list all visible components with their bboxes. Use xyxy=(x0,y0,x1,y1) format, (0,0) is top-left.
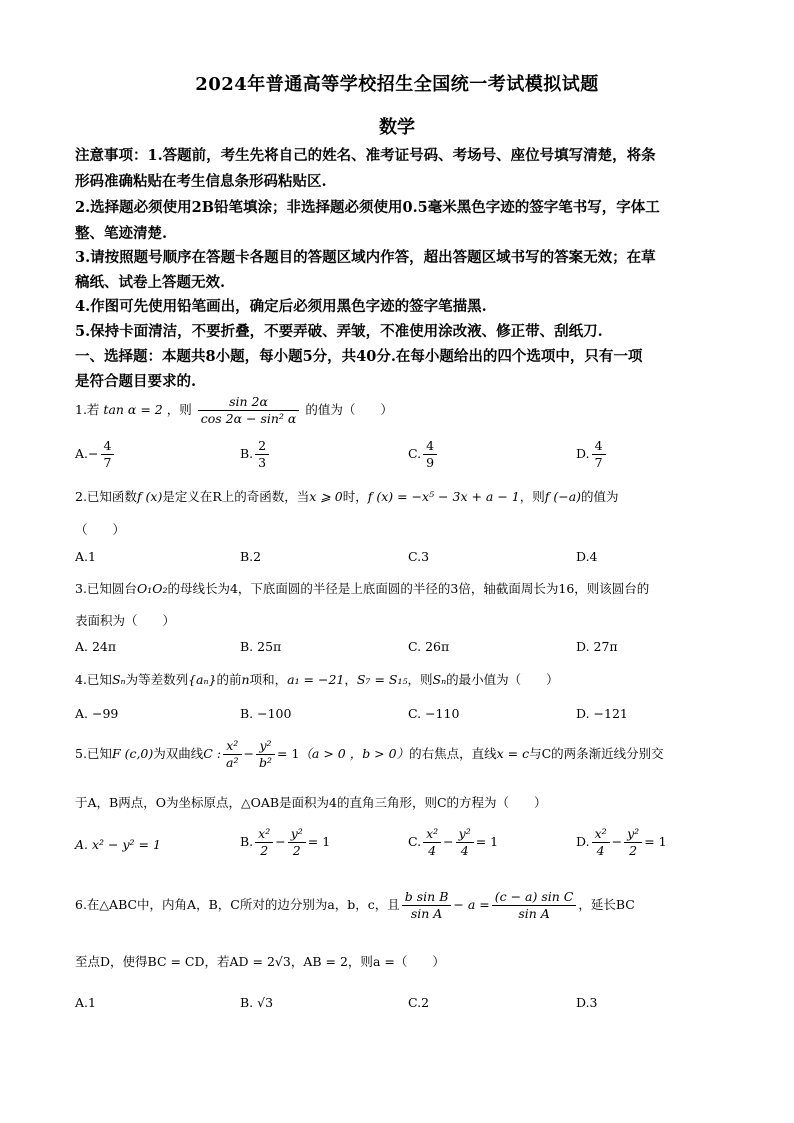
q1-option-c xyxy=(408,438,439,471)
q4-math: a₁ = −21 xyxy=(287,672,345,687)
q1-option-b xyxy=(240,438,271,471)
q6-frac-1 xyxy=(402,889,452,922)
q3-line2: 表面积为（ ） xyxy=(75,613,176,628)
option-label: D. xyxy=(576,446,590,461)
q6-line2: 至点D，使得BC = CD，若AD = 2√3，AB = 2，则a =（ ） xyxy=(75,954,445,969)
q2-text: 的值为 xyxy=(581,489,619,504)
frac-den: 7 xyxy=(594,455,603,470)
option-fraction xyxy=(288,826,306,859)
question-2 xyxy=(75,487,723,507)
q1-frac-den: cos 2α − sin² α xyxy=(200,411,297,426)
frac-den: 4 xyxy=(460,843,469,858)
notice-line: 形码准确粘贴在考生信息条形码粘贴区. xyxy=(75,173,327,190)
frac-den: 2 xyxy=(260,843,269,858)
q5-frac-x xyxy=(223,738,241,771)
frac-den: a² xyxy=(226,755,239,770)
option-fraction xyxy=(456,826,474,859)
subject-title: 数学 xyxy=(379,117,415,138)
q4-option-b: B. −100 xyxy=(240,706,292,721)
q2-text: 2.已知函数 xyxy=(75,489,137,504)
frac-den: 2 xyxy=(629,843,638,858)
q4-text: 的最小值为（ ） xyxy=(446,672,559,687)
notice-line: 3.请按照题号顺序在答题卡各题目的答题区域内作答，超出答题区域书写的答案无效；在草 xyxy=(75,249,656,266)
frac-num: y² xyxy=(624,826,642,843)
q3-text: 的母线长为4，下底面圆的半径是上底面圆的半径的3倍，轴截面周长为16，则该圆台的 xyxy=(167,581,650,596)
q6-option-b: B. √3 xyxy=(240,995,274,1010)
q3-option-c: C. 26π xyxy=(408,639,450,654)
q6-text: 6.在△ABC中，内角A，B，C所对的边分别为a，b，c，且 xyxy=(75,897,400,912)
q5-math: F (c,0) xyxy=(111,746,154,761)
q4-option-c: C. −110 xyxy=(408,706,460,721)
q4-text: ， xyxy=(344,672,357,687)
option-fraction xyxy=(423,826,441,859)
q5-line2: 于A，B两点，O为坐标原点，△OAB是面积为4的直角三角形，则C的方程为（ ） xyxy=(75,795,547,810)
q4-text: ，则 xyxy=(407,672,433,687)
q2-text: ，则 xyxy=(519,489,545,504)
q1-suffix: 的值为（ ） xyxy=(305,402,393,417)
q6-option-c: C.2 xyxy=(408,995,430,1010)
frac-num: y² xyxy=(456,826,474,843)
section-heading: 一、选择题：本题共8小题，每小题5分，共40分.在每小题给出的四个选项中，只有一项 xyxy=(75,348,643,365)
option-label: D. xyxy=(576,834,590,849)
q2-option-c: C.3 xyxy=(408,549,430,564)
frac-den: 9 xyxy=(426,455,435,470)
q5-text: 5.已知 xyxy=(75,746,112,761)
q5-option-d: D. $\frac{\text{x²}}{4}$ − $\frac{\text{y²}}{2}$ = 1 xyxy=(576,826,667,858)
q4-text: 为等差数列 xyxy=(125,672,189,687)
option-sign: − xyxy=(88,446,99,461)
q1-prefix: 1.若 xyxy=(75,402,100,417)
frac-num: y² xyxy=(256,738,275,755)
frac-num: b sin B xyxy=(402,889,452,906)
page-title: 2024年普通高等学校招生全国统一考试模拟试题 xyxy=(195,74,599,95)
option-fraction xyxy=(624,826,642,859)
q2-option-d: D.4 xyxy=(576,549,598,564)
frac-den: 3 xyxy=(258,455,267,470)
q4-math: {aₙ} xyxy=(188,672,217,687)
option-fraction xyxy=(255,438,269,471)
option-fraction xyxy=(592,438,606,471)
q5-math: x = c xyxy=(496,746,530,761)
frac-den: sin A xyxy=(410,906,443,921)
q5-frac-y xyxy=(256,738,275,771)
option-fraction xyxy=(101,438,115,471)
notice-line: 4.作图可先使用铅笔画出，确定后必须用黑色字迹的签字笔描黑. xyxy=(75,298,487,315)
q5-math: （a > 0 ，b > 0） xyxy=(299,746,410,761)
q3-option-d: D. 27π xyxy=(576,639,618,654)
q5-text: 的右焦点，直线 xyxy=(409,746,497,761)
frac-num: 4 xyxy=(101,438,115,455)
notice-line: 注意事项：1.答题前，考生先将自己的姓名、准考证号码、考场号、座位号填写清楚，将条 xyxy=(75,147,656,164)
q4-math: n xyxy=(241,672,250,687)
q2-option-b: B.2 xyxy=(240,549,262,564)
frac-num: x² xyxy=(255,826,273,843)
option-fraction xyxy=(255,826,273,859)
q3-text: 3.已知圆台 xyxy=(75,581,137,596)
q2-math: f (x) = −x⁵ − 3x + a − 1 xyxy=(367,489,520,504)
option-label: C. xyxy=(408,834,422,849)
option-eq: = 1 xyxy=(644,834,667,849)
notice-line: 2.选择题必须使用2B铅笔填涂；非选择题必须使用0.5毫米黑色字迹的签字笔书写，字体工 xyxy=(75,199,660,216)
frac-num: x² xyxy=(592,826,610,843)
q1-fraction xyxy=(198,394,300,427)
frac-num: (c − a) sin C xyxy=(492,889,577,906)
q5-option-b: B. $\frac{\text{x²}}{2}$ − $\frac{\text{y²}}{2}$ = 1 xyxy=(240,826,331,858)
option-eq: = 1 xyxy=(475,834,499,849)
frac-num: 2 xyxy=(255,438,269,455)
q2-text: 时， xyxy=(342,489,368,504)
frac-num: x² xyxy=(423,826,441,843)
q5-text: 为双曲线 xyxy=(153,746,204,761)
q4-math: S₇ = S₁₅ xyxy=(356,672,408,687)
option-label: B. xyxy=(240,446,254,461)
notice-line: 稿纸、试卷上答题无效. xyxy=(75,274,226,291)
q3-option-b: B. 25π xyxy=(240,639,282,654)
q5-math: C : xyxy=(203,746,222,761)
frac-den: sin A xyxy=(518,906,550,921)
frac-num: x² xyxy=(223,738,241,755)
notice-line: 整、笔迹清楚. xyxy=(75,225,168,242)
notice-line: 5.保持卡面清洁，不要折叠，不要弄破、弄皱，不准使用涂改液、修正带、刮纸刀. xyxy=(75,323,603,340)
q4-text: 4.已知 xyxy=(75,672,112,687)
q4-text: 的前 xyxy=(216,672,242,687)
frac-den: b² xyxy=(258,755,272,770)
frac-num: 4 xyxy=(423,438,437,455)
q4-math: Sₙ xyxy=(432,672,447,687)
q6-option-a: A.1 xyxy=(75,995,96,1010)
option-label: B. xyxy=(240,834,254,849)
section-heading-cont: 是符合题目要求的. xyxy=(75,373,197,390)
q1-mid: ，则 xyxy=(166,402,192,417)
q5-minus: − xyxy=(243,746,254,761)
question-4 xyxy=(75,670,723,690)
q6-option-d: D.3 xyxy=(576,995,598,1010)
option-label: C. xyxy=(408,446,422,461)
question-6 xyxy=(75,889,723,922)
q5-text: 与C的两条渐近线分别交 xyxy=(529,746,664,761)
q3-math: O₁O₂ xyxy=(136,581,168,596)
q5-option-a: A. x² − y² = 1 xyxy=(75,837,161,852)
q2-math: f (−a) xyxy=(544,489,582,504)
q1-condition: tan α = 2 xyxy=(103,402,163,417)
q6-math: − a = xyxy=(453,897,490,912)
q3-option-a: A. 24π xyxy=(75,639,117,654)
q2-option-a: A.1 xyxy=(75,549,96,564)
q4-option-a: A. −99 xyxy=(75,706,119,721)
q5-option-c: C. $\frac{\text{x²}}{4}$ − $\frac{\text{y²}}{4}$ = 1 xyxy=(408,826,499,858)
option-fraction xyxy=(592,826,610,859)
q2-math: x ⩾ 0 xyxy=(309,489,343,504)
frac-num: y² xyxy=(288,826,306,843)
q1-option-d xyxy=(576,438,608,471)
frac-den: 2 xyxy=(292,843,301,858)
q6-text: ，延长BC xyxy=(578,897,635,912)
frac-den: 7 xyxy=(103,455,112,470)
frac-den: 4 xyxy=(596,843,605,858)
q2-blank: （ ） xyxy=(75,522,126,537)
question-5 xyxy=(75,738,723,771)
q2-math: f (x) xyxy=(136,489,163,504)
question-1 xyxy=(75,394,723,427)
q4-option-d: D. −121 xyxy=(576,706,628,721)
q4-text: 项和， xyxy=(249,672,288,687)
option-fraction xyxy=(423,438,437,471)
q4-math: Sₙ xyxy=(111,672,126,687)
option-eq: = 1 xyxy=(307,834,331,849)
question-3 xyxy=(75,579,723,599)
q1-frac-num: sin 2α xyxy=(198,394,300,411)
q2-text: 是定义在R上的奇函数，当 xyxy=(162,489,310,504)
frac-num: 4 xyxy=(592,438,606,455)
frac-den: 4 xyxy=(428,843,437,858)
q6-frac-2 xyxy=(492,889,577,922)
q5-eq: = 1 xyxy=(277,746,300,761)
q1-option-a xyxy=(75,438,116,471)
option-label: A. xyxy=(75,446,89,461)
